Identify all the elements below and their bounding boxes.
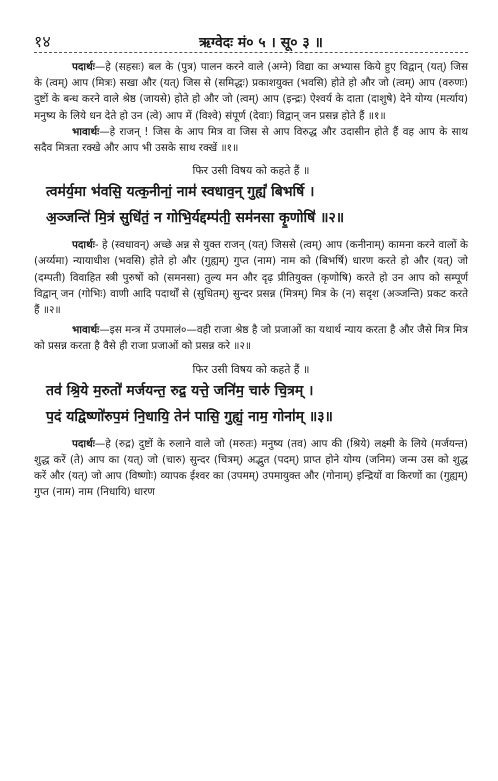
bhavartha-label: भावार्थः xyxy=(72,125,100,138)
bhavartha-text: —इस मन्त्र में उपमालं०—वही राजा श्रेष्ठ है जो प्रजाओं का यथार्थ न्याय करता है और जैसे मित्र मित्र को प्रसन्न करता है वैसे ही राजा प्रजाओं को प्रसन्न करे ॥२॥ xyxy=(34,324,468,353)
verse-line: प॒दं यद्विष्णो॑रुप॒मं नि॒धायि॒ तेन॑ पासि॒ गुह्यं॒ नाम॒ गोना॑म् ॥३॥ xyxy=(46,408,333,425)
bhavartha-paragraph xyxy=(34,322,468,354)
verse-line: त्वम॑र्य॒मा भ॑वसि॒ यत्क॒नीनां॒ नाम॑ स्वधाव॒न् गुह्यं॑ बिभर्षि । xyxy=(46,184,315,201)
running-title: ऋग्वेदः मं० ५ । सू० ३ ॥ xyxy=(199,35,323,51)
padartha-label: पदार्थः xyxy=(72,61,95,73)
padartha-label: पदार्थः xyxy=(72,239,95,252)
bhavartha-label: भावार्थः xyxy=(72,324,100,337)
padartha-text: - हे (स्वधावन्) अच्छे अन्न से युक्त राजन् (यत्) जिससे (त्वम्) आप (कनीनाम्) कामना करने वालों के (अर्य्यमा) न्यायाधीश (भवसि) होते हो और (गुह्यम्) गुप्त (नाम) नाम को (बिभर्षि) धारण करते हो और (यत्) जो (दम्पती) विवाहित स्त्री पुरुषों को (समनसा) तुल्य मन और दृढ़ प्रीतियुक्त (कृणोषि) करते हो उन आप को सम्पूर्ण विद्वान् जन (गोभिः) वाणी आदि पदार्थों से (सुधितम्) सुन्दर प्रसन्न (मित्रम्) मित्र के (न) सदृश (अञ्जन्ति) प्रकट करते हैं ॥२॥ xyxy=(34,239,468,317)
padartha-paragraph xyxy=(34,436,468,501)
header-divider xyxy=(34,52,468,53)
page-number: १४ xyxy=(34,32,51,51)
verse-line: तव॑ श्रि॒ये म॒रुतो॑ मर्जयन्त॒ रुद्र॒ यत्ते॒ जनि॑म॒ चारु॑ चि॒त्रम् । xyxy=(46,382,314,399)
padartha-label: पदार्थः xyxy=(72,437,95,450)
bhavartha-text: —हे राजन् ! जिस के आप मित्र वा जिस से आप विरुद्ध और उदासीन होते हैं वह आप के साथ सदैव मित्रता रक्खे और आप भी उसके साथ रक्खें ॥१॥ xyxy=(34,125,468,155)
section-subheading: फिर उसी विषय को कहते हैं ॥ xyxy=(192,362,310,376)
section-subheading: फिर उसी विषय को कहते हैं ॥ xyxy=(192,164,310,178)
padartha-paragraph xyxy=(34,59,468,124)
verse-line: अ॒ञ्जन्ति॑ मि॒त्रं सुधि॑तं॒ न गोभि॒र्यद्दम्प॑ती॒ सम॑नसा कृ॒णोषि॑ ॥२॥ xyxy=(46,210,345,227)
mantra-2 xyxy=(34,162,468,354)
bhavartha-paragraph xyxy=(34,124,468,156)
mantra-3 xyxy=(34,361,468,501)
mantra-1-commentary xyxy=(34,59,468,156)
page-header xyxy=(34,30,468,51)
padartha-text: —हे (सहसः) बल के (पुत्र) पालन करने वाले (अग्ने) विद्या का अभ्यास किये हुए विद्वान् (यत्) जिस के (त्वम्) आप (मित्रः) सखा और (यत्) जिस से (समिद्धः) प्रकाशयुक्त (भवसि) होते हो और जो (त्वम्) आप (वरुणः) दुष्टों के बन्ध करने वाले श्रेष्ठ (जायसे) होते हो और जो (त्वम्) आप (इन्द्रः) ऐश्वर्य के दाता (दाशुषे) देने योग्य (मर्त्याय) मनुष्य के लिये धन देते हो उन (त्वे) आप में (विश्वे) संपूर्ण (देवाः) विद्वान् जन प्रसन्न होते हैं ॥१॥ xyxy=(34,61,468,122)
padartha-paragraph xyxy=(34,237,468,318)
padartha-text: —हे (रुद्र) दुष्टों के रुलाने वाले जो (मरुतः) मनुष्य (तव) आप की (श्रिये) लक्ष्मी के लिये (मर्जयन्त) शुद्ध करें (ते) आप का (यत्) जो (चारु) सुन्दर (चित्रम्) अद्भुत (पदम्) प्राप्त होने योग्य (जनिम) जन्म उस को शुद्ध करें और (यत्) जो आप (विष्णोः) व्यापक ईश्वर का (उपमम्) उपमायुक्त और (गोनाम्) इन्द्रियों वा किरणों का (गुह्यम्) गुप्त (नाम) नाम (निधायि) धारण xyxy=(34,437,468,499)
